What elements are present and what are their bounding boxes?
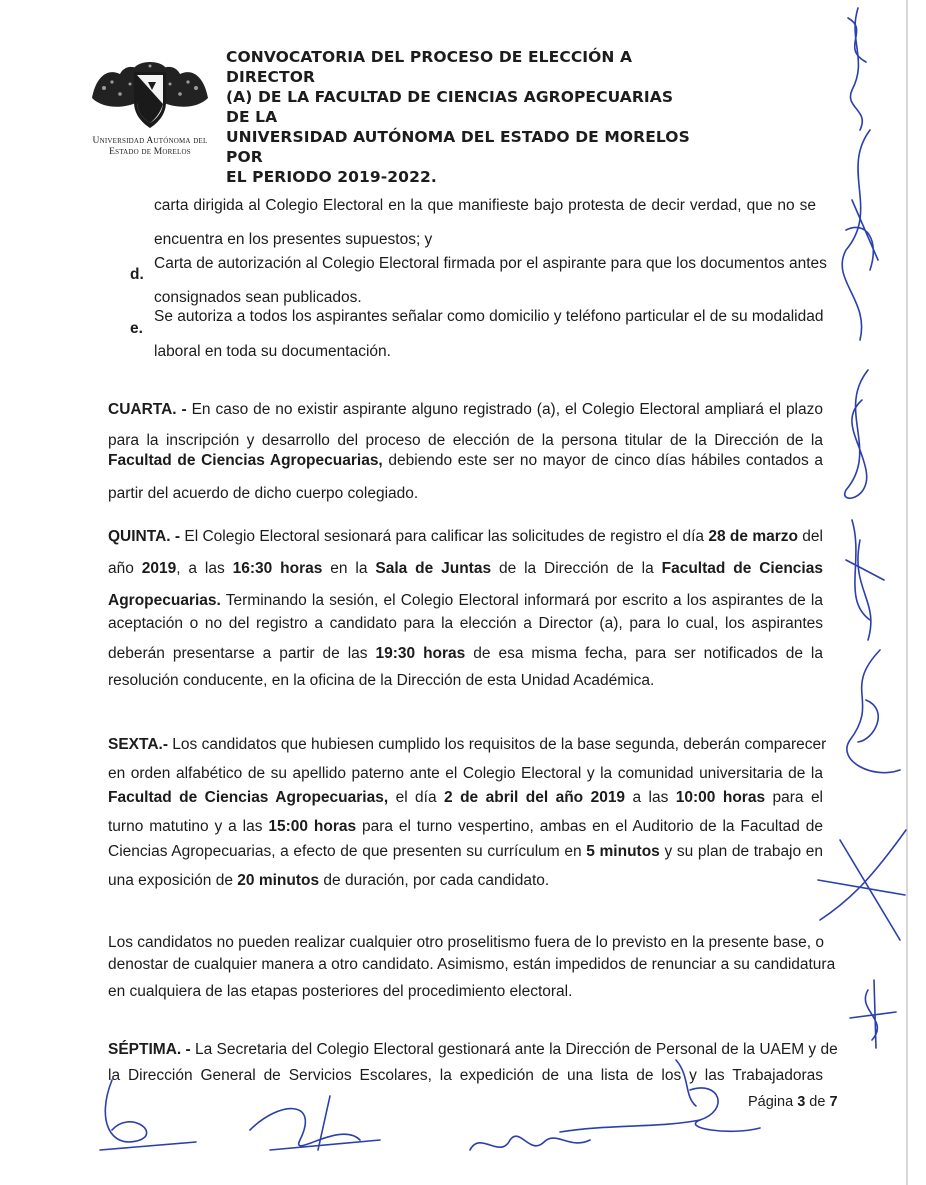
- candidatos-line: denostar de cualquier manera a otro candidato. Asimismo, están impedidos de renunciar a su candidatura: [108, 956, 836, 973]
- title-line: (A) DE LA FACULTAD DE CIENCIAS AGROPECUARIAS DE LA: [226, 88, 674, 126]
- septima-line: SÉPTIMA. - La Secretaria del Colegio Electoral gestionará ante la Dirección de Personal de la UAEM y de: [108, 1041, 838, 1058]
- page-number: Página 3 de 7: [748, 1094, 838, 1110]
- candidatos-line: Los candidatos no pueden realizar cualquier otro proselitismo fuera de lo previsto en la presente base, o: [108, 934, 825, 951]
- sexta-line: turno matutino y a las 15:00 horas para el turno vespertino, ambas en el Auditorio de la Facultad de: [108, 818, 823, 835]
- intro-line: carta dirigida al Colegio Electoral en la que manifieste bajo protesta de decir verdad, que no se: [154, 197, 816, 214]
- sexta-line: SEXTA.- Los candidatos que hubiesen cumplido los requisitos de la base segunda, deberán comparecer: [108, 736, 827, 753]
- item-e-line: laboral en toda su documentación.: [154, 343, 391, 360]
- item-marker-d: d.: [130, 266, 144, 283]
- item-d-line: consignados sean publicados.: [154, 289, 362, 306]
- cuarta-line: partir del acuerdo de dicho cuerpo colegiado.: [108, 485, 419, 502]
- quinta-line: QUINTA. - El Colegio Electoral sesionará para calificar las solicitudes de registro el día 28 de marzo del: [108, 528, 823, 545]
- sexta-line: Ciencias Agropecuarias, a efecto de que presenten su currículum en 5 minutos y su plan de trabajo en: [108, 843, 824, 860]
- quinta-line: resolución conducente, en la oficina de la Dirección de esta Unidad Académica.: [108, 672, 655, 689]
- intro-line: encuentra en los presentes supuestos; y: [154, 231, 433, 248]
- bottom-signature: [100, 1080, 196, 1150]
- septima-label: SÉPTIMA. -: [108, 1041, 191, 1058]
- quinta-line: deberán presentarse a partir de las 19:30 horas de esa misma fecha, para ser notificados de la: [108, 645, 823, 662]
- margin-signature: [845, 370, 868, 498]
- cuarta-line: Facultad de Ciencias Agropecuarias, debiendo este ser no mayor de cinco días hábiles contados a: [108, 452, 823, 469]
- title-line: UNIVERSIDAD AUTÓNOMA DEL ESTADO DE MORELOS POR: [226, 128, 690, 166]
- sexta-line: en orden alfabético de su apellido paterno ante el Colegio Electoral y la comunidad universitaria de la: [108, 765, 823, 782]
- page-edge: [906, 0, 908, 1185]
- cuarta-line: para la inscripción y desarrollo del proceso de elección de la persona titular de la Dirección de la: [108, 432, 823, 449]
- margin-signature: [846, 520, 884, 640]
- cuarta-line: CUARTA. - En caso de no existir aspirante alguno registrado (a), el Colegio Electoral ampliará el plazo: [108, 401, 823, 418]
- margin-signature: [848, 8, 866, 130]
- quinta-label: QUINTA. -: [108, 528, 181, 545]
- title-line: EL PERIODO 2019-2022.: [226, 168, 437, 186]
- candidatos-line: en cualquiera de las etapas posteriores del procedimiento electoral.: [108, 983, 573, 1000]
- bottom-signature: [470, 1120, 700, 1150]
- item-d-line: Carta de autorización al Colegio Electoral firmada por el aspirante para que los documentos antes: [154, 255, 827, 272]
- margin-signature: [818, 830, 906, 940]
- item-e-line: Se autoriza a todos los aspirantes señalar como domicilio y teléfono particular el de su modalidad: [154, 308, 824, 325]
- sexta-line: Facultad de Ciencias Agropecuarias, el día 2 de abril del año 2019 a las 10:00 horas para el: [108, 789, 824, 806]
- margin-signature: [847, 650, 900, 773]
- quinta-line: Agropecuarias. Terminando la sesión, el Colegio Electoral informará por escrito a los aspirantes de la: [108, 592, 823, 609]
- item-marker-e: e.: [130, 320, 143, 337]
- cuarta-label: CUARTA. -: [108, 401, 187, 418]
- bottom-signature: [250, 1096, 380, 1150]
- septima-line: la Dirección General de Servicios Escolares, la expedición de una lista de los y las Trabajadoras: [108, 1067, 823, 1084]
- margin-signature: [842, 130, 878, 340]
- margin-signature: [850, 980, 896, 1048]
- quinta-line: aceptación o no del registro a candidato para la elección a Director (a), para lo cual, los aspirantes: [108, 615, 823, 632]
- document-title: [226, 47, 696, 187]
- university-name: [80, 136, 220, 158]
- title-line: CONVOCATORIA DEL PROCESO DE ELECCIÓN A DIRECTOR: [226, 48, 633, 86]
- quinta-line: año 2019, a las 16:30 horas en la Sala de Juntas de la Dirección de la Facultad de Ciencias: [108, 560, 823, 577]
- sexta-label: SEXTA.-: [108, 736, 168, 753]
- university-name-line: Estado de Morelos: [109, 147, 191, 157]
- university-name-line: Universidad Autónoma del: [92, 136, 208, 146]
- sexta-line: una exposición de 20 minutos de duración, por cada candidato.: [108, 872, 550, 889]
